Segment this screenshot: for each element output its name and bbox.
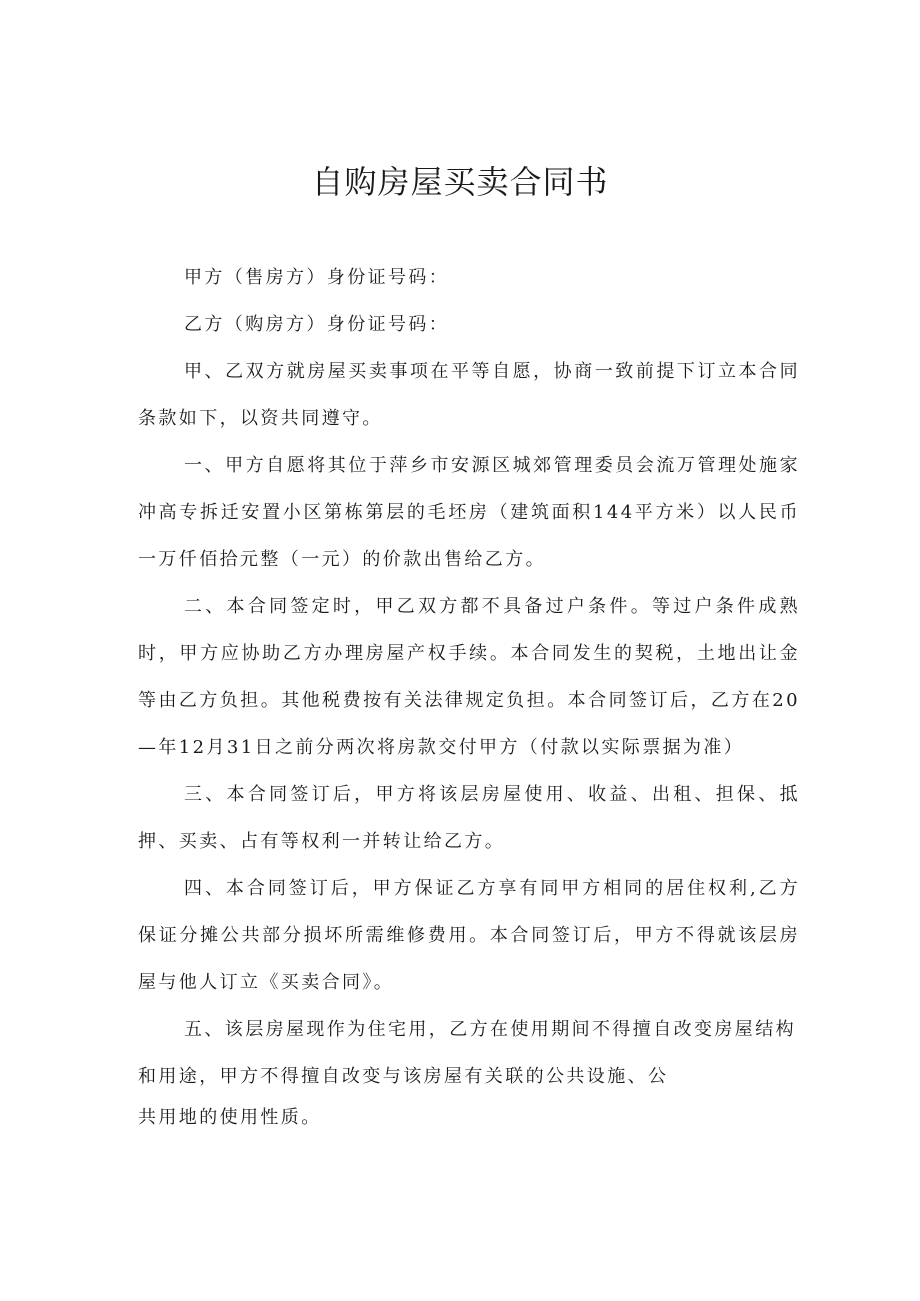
intro-paragraph: 甲、乙双方就房屋买卖事项在平等自愿，协商一致前提下订立本合同条款如下，以资共同遵守。 <box>138 361 800 429</box>
clause-5-line-2: 和用途，甲方不得擅自改变与该房屋有关联的公共设施、公 <box>138 1066 669 1087</box>
party-a-line: 甲方（售房方）身份证号码： <box>184 267 450 288</box>
clause-5-line-3: 共用地的使用性质。 <box>138 1107 322 1128</box>
clause-5 <box>138 1006 800 1136</box>
clause-5-line-1: 五、该层房屋现作为住宅用，乙方在使用期间不得擅自改变房屋结构 <box>184 1019 796 1040</box>
clause-1: 一、甲方自愿将其位于萍乡市安源区城郊管理委员会流万管理处施家冲高专拆迁安置小区第栋第层的毛坯房（建筑面积144平方米）以人民币一万仟佰拾元整（一元）的价款出售给乙方。 <box>138 455 800 570</box>
document-title: 自购房屋买卖合同书 <box>311 163 609 201</box>
clause-2: 二、本合同签定时，甲乙双方都不具备过户条件。等过户条件成熟时，甲方应协助乙方办理房屋产权手续。本合同发生的契税，土地出让金等由乙方负担。其他税费按有关法律规定负担。本合同签订后，乙方在20—年12月31日之前分两次将房款交付甲方（付款以实际票据为准） <box>138 596 800 758</box>
clause-4: 四、本合同签订后，甲方保证乙方享有同甲方相同的居住权利,乙方保证分摊公共部分损坏所需维修费用。本合同签订后，甲方不得就该层房屋与他人订立《买卖合同》。 <box>138 878 800 993</box>
party-b-line: 乙方（购房方）身份证号码： <box>184 314 450 335</box>
document-body <box>138 254 800 1136</box>
clause-3: 三、本合同签订后，甲方将该层房屋使用、收益、出租、担保、抵押、买卖、占有等权利一并转让给乙方。 <box>138 784 800 852</box>
